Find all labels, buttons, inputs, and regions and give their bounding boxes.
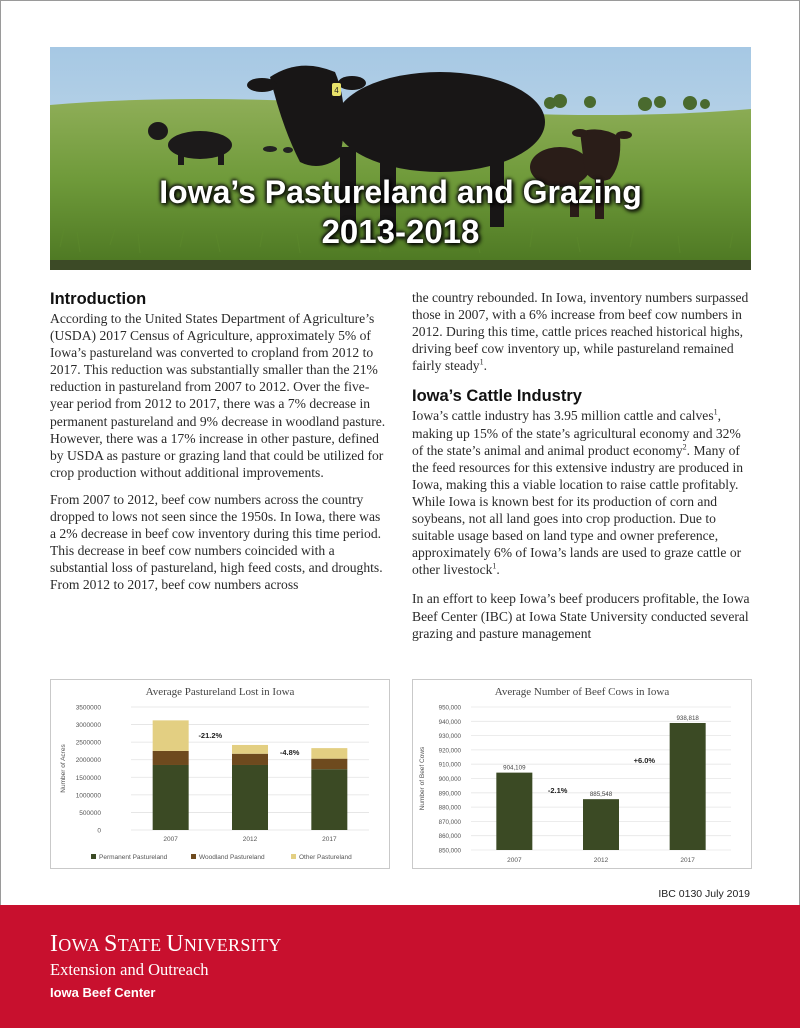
intro-paragraph-1: According to the United States Department of Agriculture’s (USDA) 2017 Census of Agriculture, approximately 5% of Iowa’s pastureland was converted to cropland from 2012 to 2017. This reduction was substantially smaller than the 21% reduction in pastureland from 2007 to 2012. Over the five-year period from 2012 to 2017, there was a 7% decrease in permanent pastureland and 9% decrease in woodland pasture. However, there was a 17% increase in other pasture, defined by USDA as pasture or grazing land that could be utilized for crop production without additional improvements. [50,311,386,480]
y-tick-label: 1000000 [75,792,101,800]
y-tick-label: 0 [97,827,101,835]
chart-title: Average Pastureland Lost in Iowa [145,686,295,698]
bar [670,723,706,850]
cattle-text-a: Iowa’s cattle industry has 3.95 million cattle and calves [412,408,714,424]
pastureland-chart [50,679,390,869]
intro-continuation [412,289,752,374]
university-wordmark [50,931,282,958]
cattle-text-b: , making up 15% of the state’s agricultural economy and 32% of the state’s animal and animal product economy [412,408,741,458]
title-line-2: 2013-2018 [321,213,480,250]
x-tick-label: 2007 [507,857,522,864]
y-tick-label: 890,000 [438,790,461,798]
y-tick-label: 940,000 [438,718,461,726]
y-tick-label: 900,000 [438,776,461,783]
y-tick-label: 930,000 [438,733,461,741]
intro-paragraph-2: From 2007 to 2012, beef cow numbers across the country dropped to lows not seen since the 1950s. In Iowa, there was a 2% decrease in beef cow inventory during this time period. This decrease in beef cow numbers coincided with a substantial loss of pastureland, high feed costs, and droughts. From 2012 to 2017, beef cow numbers across [50,491,383,593]
cattle-paragraph-2: In an effort to keep Iowa’s beef producers profitable, the Iowa Beef Center (IBC) at Iowa State University conducted several grazing and pasture management [412,591,750,641]
y-tick-label: 1500000 [75,774,101,782]
title-line-1: Iowa’s Pastureland and Grazing [159,174,642,210]
footnote-ref: 1 [479,357,484,367]
document-id: IBC 0130 July 2019 [658,888,750,900]
wordmark-part: U [166,931,184,957]
wordmark-part: I [50,931,59,957]
hero-divider-bar [50,260,751,270]
change-annotation: -2.1% [547,786,568,795]
left-column [50,289,388,604]
change-annotation: -4.8% [279,748,300,757]
y-tick-label: 3500000 [75,704,101,712]
legend-swatch [291,854,296,859]
sentence-end: . [496,562,500,578]
x-tick-label: 2017 [322,836,337,843]
x-tick-label: 2017 [680,857,695,864]
y-tick-label: 870,000 [438,818,461,826]
y-tick-label: 500000 [79,809,101,817]
footnote-ref: 2 [682,442,687,452]
footnote-ref: 1 [713,407,718,417]
ear-tag-number: 4 [334,86,339,95]
legend-label: Woodland Pastureland [199,854,265,861]
y-tick-label: 910,000 [438,761,461,769]
x-tick-label: 2007 [163,836,178,843]
y-tick-label: 2000000 [75,757,101,765]
y-tick-label: 860,000 [438,833,461,841]
data-label: 938,818 [676,714,699,722]
bar [496,773,532,850]
y-tick-label: 950,000 [438,704,461,712]
bar-segment [153,720,189,751]
bar-segment [153,751,189,765]
change-annotation: +6.0% [633,756,656,765]
wordmark-part: OWA [58,935,104,955]
intro-continuation-text: the country rebounded. In Iowa, inventory numbers surpassed those in 2007, with a 6% increase from beef cow numbers in 2012. During this time, cattle prices reached historical highs, driving beef cow inventory up, while pastureland remained fairly steady [412,290,749,374]
wordmark-part: S [104,931,118,957]
y-tick-label: 3000000 [75,722,101,730]
legend-label: Permanent Pastureland [99,854,168,861]
y-tick-label: 920,000 [438,747,461,755]
introduction-heading: Introduction [50,290,147,308]
x-tick-label: 2012 [242,836,258,843]
bar-segment [311,748,347,759]
bar-segment [153,765,189,830]
cattle-text-c: . Many of the feed resources for this extensive industry are produced in Iowa, making this a viable location to raise cattle profitably. While Iowa is known best for its production of corn and soybeans, not all land goes into crop production. Due to suitable usage based on land type and owner preference, approximately 6% of Iowa’s lands are used to graze cattle or other livestock [412,442,744,578]
beef-cows-chart [412,679,752,869]
beef-center-label: Iowa Beef Center [50,985,156,1000]
page-title [50,172,751,252]
footer-banner [0,905,800,1028]
chart-title: Average Number of Beef Cows in Iowa [494,686,670,698]
right-column [412,289,752,654]
extension-outreach-label: Extension and Outreach [50,960,209,979]
cattle-industry-heading: Iowa’s Cattle Industry [412,387,582,406]
y-tick-label: 880,000 [438,804,461,812]
bar-segment [311,769,347,830]
bar-segment [232,745,268,754]
legend-label: Other Pastureland [299,854,352,861]
y-tick-label: 850,000 [438,847,461,855]
bar-segment [232,754,268,765]
legend-swatch [191,854,196,859]
data-label: 904,109 [503,764,526,772]
y-axis-label: Number of Beef Cows [419,746,426,811]
wordmark-part: TATE [117,935,167,955]
y-axis-label: Number of Acres [60,744,67,793]
footnote-ref: 1 [492,561,497,571]
data-label: 885,548 [589,791,613,799]
y-tick-label: 2500000 [75,739,101,747]
change-annotation: -21.2% [198,731,223,740]
bar-segment [311,759,347,770]
bar [583,799,619,850]
x-tick-label: 2012 [593,857,609,864]
bar-segment [232,765,268,830]
wordmark-part: NIVERSITY [183,935,282,955]
sentence-end: . [483,358,487,374]
legend-swatch [91,854,96,859]
cattle-paragraph-1 [412,407,752,578]
